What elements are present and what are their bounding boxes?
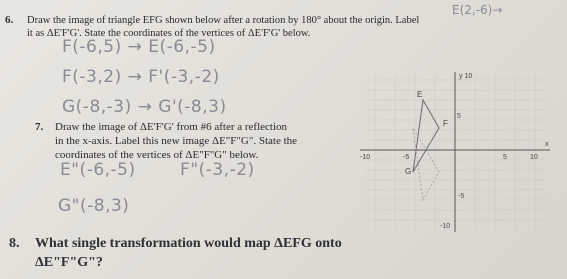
x-axis-label: x bbox=[545, 141, 549, 148]
vertex-e-label: E bbox=[417, 90, 423, 99]
vertex-f-label: F bbox=[443, 119, 448, 128]
q6-number: 6. bbox=[5, 14, 14, 26]
q8-text-line1: What single transformation would map ΔEFG onto bbox=[35, 236, 342, 251]
q7-text-line3: coordinates of the vertices of ΔE"F"G" below. bbox=[55, 149, 259, 161]
q7-answer-3: G"(-8,3) bbox=[58, 196, 130, 216]
y-tick-neg10: -10 bbox=[440, 223, 451, 230]
y-tick-5: 5 bbox=[457, 113, 461, 120]
y-tick-neg5: -5 bbox=[458, 193, 465, 200]
q8-text-line2: ΔE"F"G"? bbox=[35, 255, 103, 270]
x-tick-5: 5 bbox=[503, 154, 507, 161]
coordinate-grid bbox=[355, 70, 555, 235]
x-tick-neg5: -5 bbox=[403, 154, 410, 161]
q6-answer-2: F(-3,2) → F'(-3,-2) bbox=[62, 67, 220, 87]
vertex-g-label: G bbox=[405, 167, 412, 176]
x-tick-10: 10 bbox=[530, 154, 538, 161]
q7-text-line2: in the x-axis. Label this new image ΔE"F"G". State the bbox=[55, 135, 298, 147]
x-tick-neg10: -10 bbox=[360, 154, 371, 161]
q7-text-line1: Draw the image of ΔE'F'G' from #6 after a reflection bbox=[55, 121, 288, 133]
q7-answer-2: F"(-3,-2) bbox=[180, 160, 255, 180]
q6-text-line2: it as ΔE'F'G'. State the coordinates of the vertices of ΔE'F'G' below. bbox=[27, 28, 311, 39]
y-axis-label: y 10 bbox=[459, 73, 473, 80]
q6-answer-3: G(-8,-3) → G'(-8,3) bbox=[62, 97, 227, 117]
top-handwritten-note: E(2,-6)→ bbox=[452, 3, 503, 17]
q7-answer-1: E"(-6,-5) bbox=[60, 160, 136, 180]
q7-number: 7. bbox=[35, 121, 44, 133]
q6-answer-1: F(-6,5) → E(-6,-5) bbox=[62, 37, 216, 57]
q8-number: 8. bbox=[9, 236, 20, 251]
q6-text-line1: Draw the image of triangle EFG shown below after a rotation by 180° about the origin. Label bbox=[27, 15, 420, 26]
